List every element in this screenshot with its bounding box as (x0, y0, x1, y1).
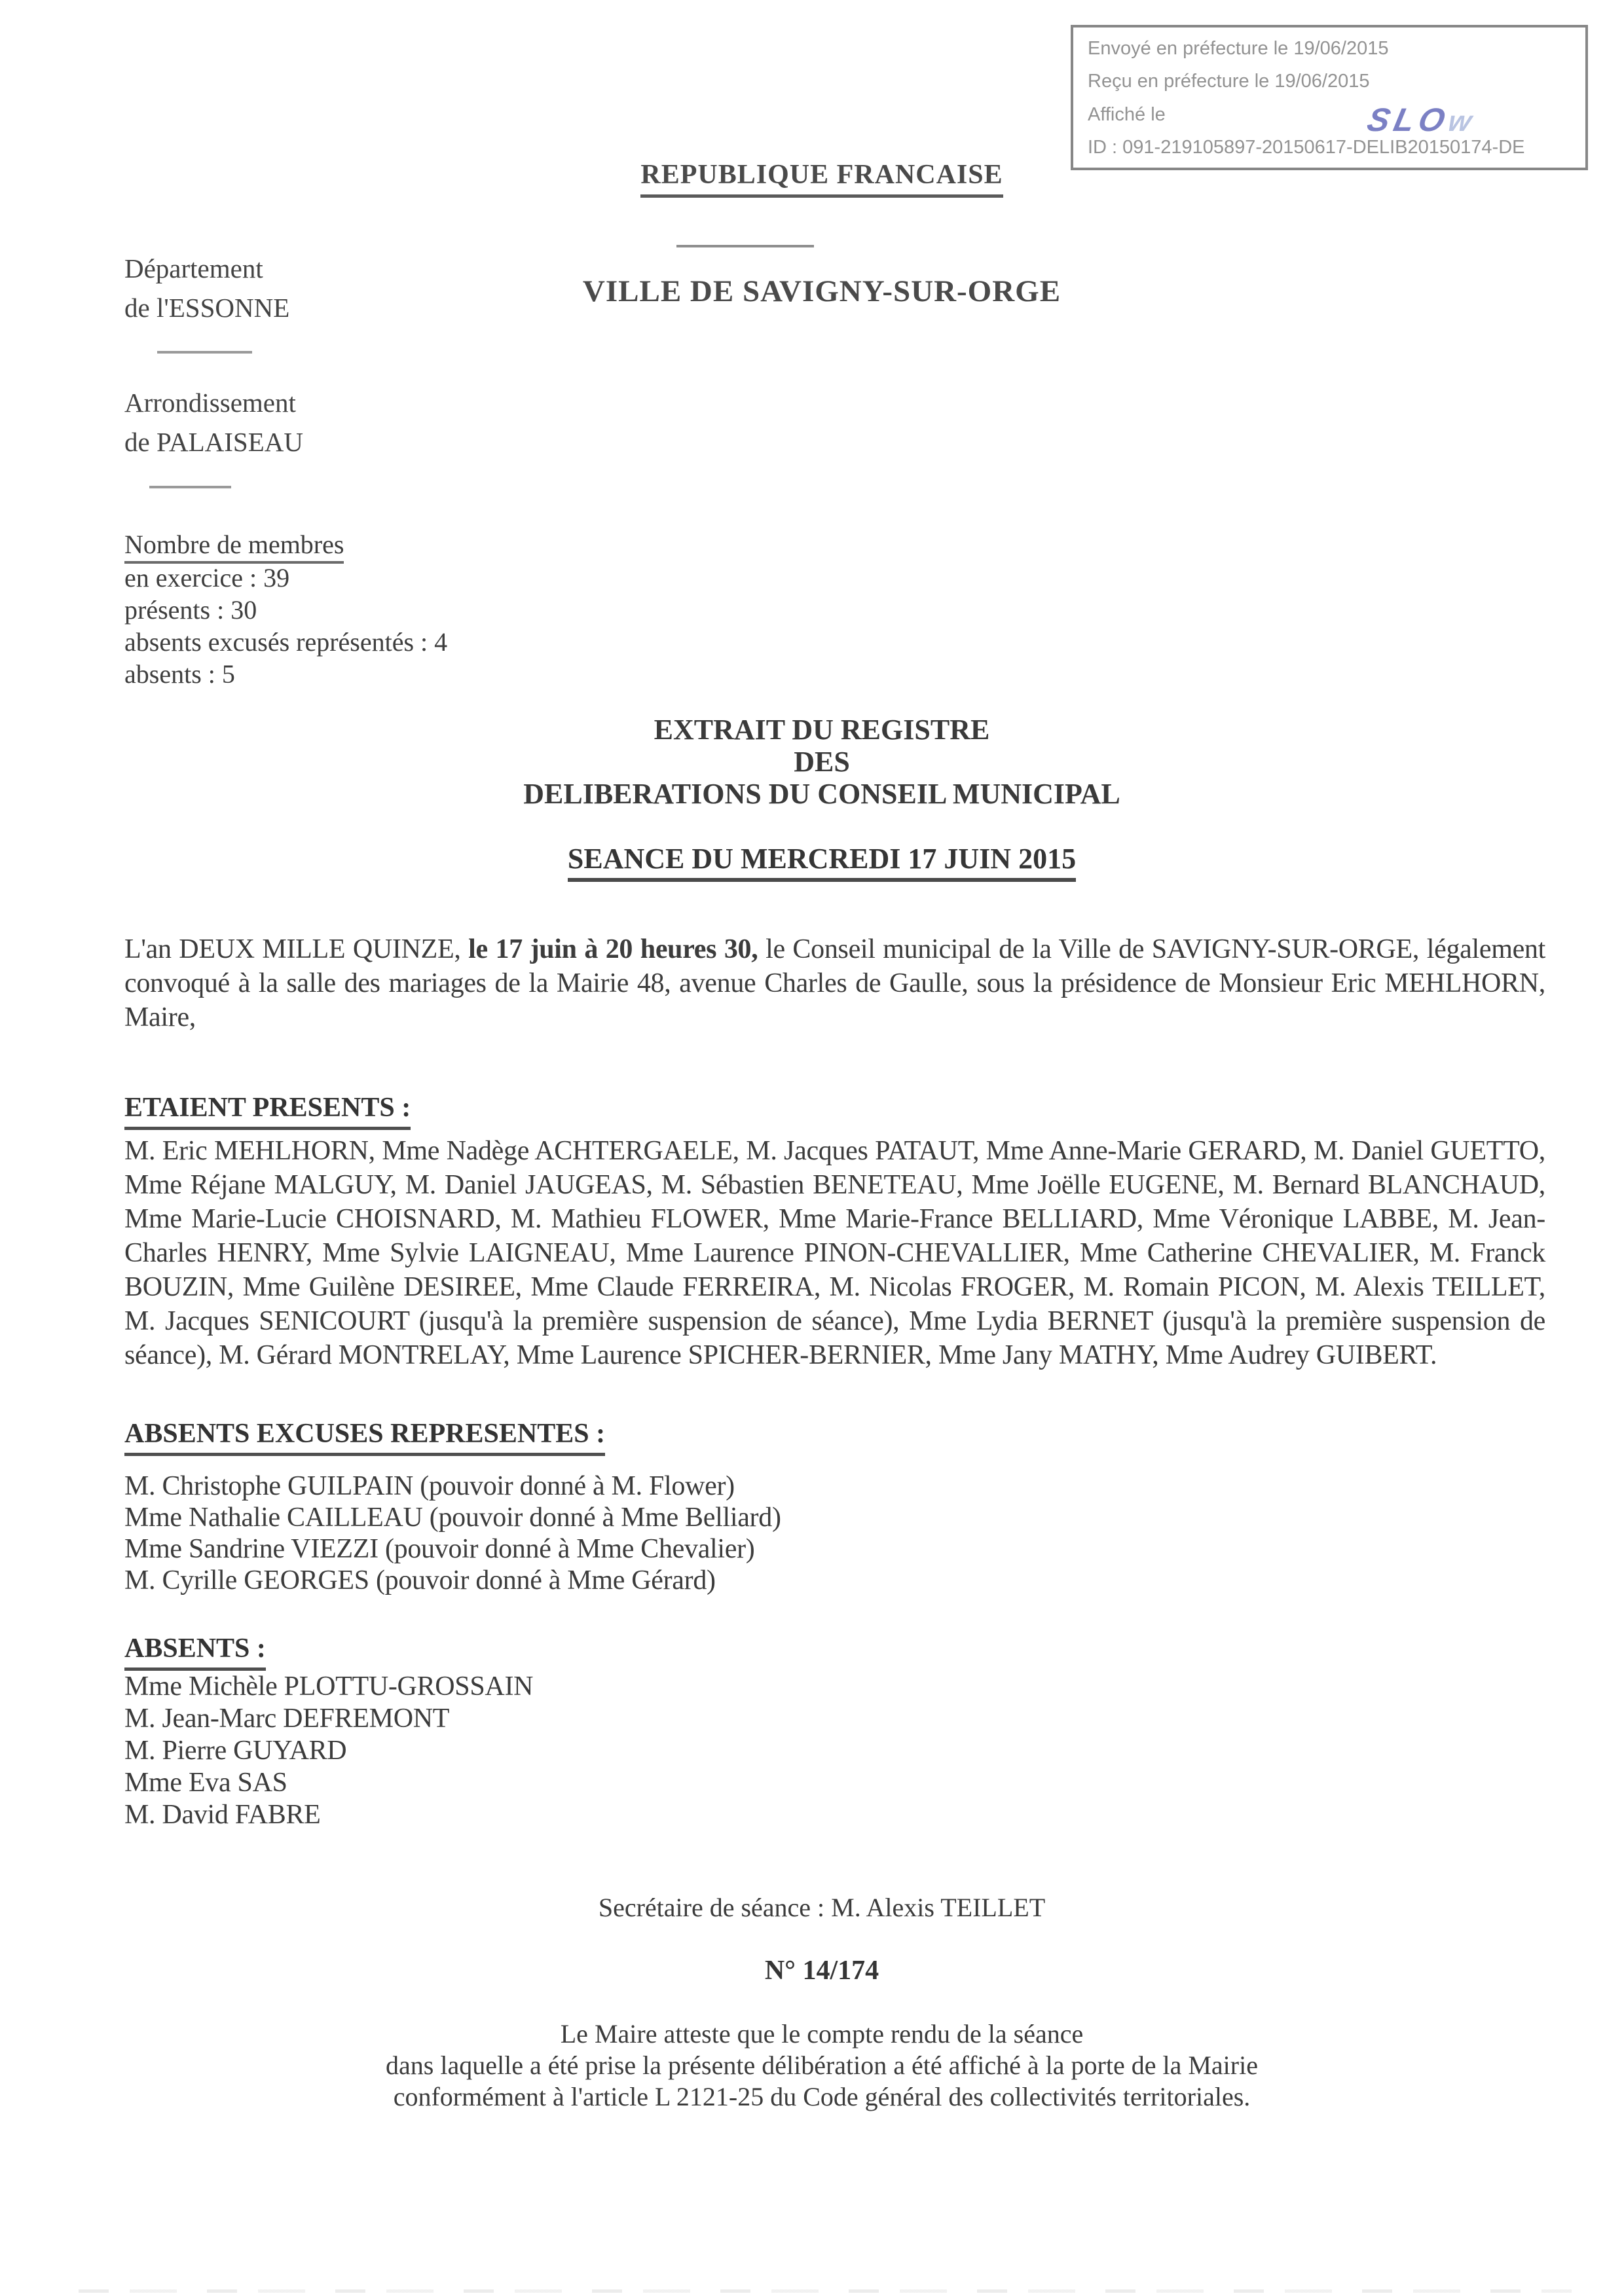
session-title: SEANCE DU MERCREDI 17 JUIN 2015 (92, 842, 1552, 875)
arrondissement-line1: Arrondissement (124, 388, 296, 418)
stamp-sent-line: Envoyé en préfecture le 19/06/2015 (1088, 38, 1389, 59)
city-title: VILLE DE SAVIGNY-SUR-ORGE (582, 274, 1061, 308)
members-count-block (124, 562, 447, 690)
intro-date-bold: le 17 juin à 20 heures 30, (468, 934, 758, 964)
title-separator-line (676, 245, 814, 247)
attestation-paragraph (92, 2018, 1552, 2113)
list-item: Mme Nathalie CAILLEAU (pouvoir donné à Mme Belliard) (124, 1503, 781, 1533)
list-item: M. Jean-Marc DEFREMONT (124, 1704, 450, 1734)
stamp-id-line: ID : 091-219105897-20150617-DELIB20150174-DE (1088, 136, 1525, 158)
members-row-absents-representes: absents excusés représentés : 4 (124, 627, 448, 657)
deliberation-number: N° 14/174 (764, 1956, 879, 1986)
attestation-line3: conformément à l'article L 2121-25 du Code général des collectivités territoriales. (393, 2082, 1251, 2111)
intro-suffix: le Conseil municipal de la Ville de SAVIGNY-SUR-ORGE, légalement convoqué à la salle des mariages de la Mairie 48, avenue Charles de Gaulle, sous la présidence de Monsieur Eric MEHLHORN, Maire, (124, 934, 1545, 1032)
absents-excuses-heading: ABSENTS EXCUSES REPRESENTES : (124, 1418, 605, 1449)
list-item: Mme Eva SAS (124, 1768, 287, 1798)
secretary-line: Secrétaire de séance : M. Alexis TEILLET (598, 1893, 1046, 1922)
arrondissement-separator-line (149, 486, 231, 488)
register-heading (92, 714, 1552, 810)
republic-title-text: REPUBLIQUE FRANCAISE (640, 160, 1003, 198)
attestation-line2: dans laquelle a été prise la présente délibération a été affiché à la porte de la Mairie (386, 2050, 1258, 2080)
list-item: M. Pierre GUYARD (124, 1736, 347, 1766)
arrondissement-line2: de PALAISEAU (124, 427, 303, 457)
republic-title (92, 159, 1552, 191)
department-separator-line (157, 351, 252, 354)
list-item: Mme Sandrine VIEZZI (pouvoir donné à Mme Chevalier) (124, 1534, 755, 1564)
register-line3: DELIBERATIONS DU CONSEIL MUNICIPAL (523, 778, 1120, 810)
list-item: Mme Michèle PLOTTU-GROSSAIN (124, 1671, 534, 1702)
prefecture-stamp-box (1071, 25, 1588, 170)
slow-logo-main: SLO (1364, 101, 1453, 138)
arrondissement-label (124, 383, 303, 462)
members-row-exercice: en exercice : 39 (124, 563, 290, 592)
intro-prefix: L'an DEUX MILLE QUINZE, (124, 934, 469, 964)
register-line1: EXTRAIT DU REGISTRE (654, 714, 990, 746)
department-line1: Département (124, 253, 263, 283)
department-label (124, 249, 289, 327)
stamp-posted-line: Affiché le (1088, 103, 1166, 125)
slow-logo-tail: w (1445, 105, 1475, 137)
attestation-line1: Le Maire atteste que le compte rendu de la séance (560, 2019, 1084, 2049)
absents-heading: ABSENTS : (124, 1633, 266, 1664)
slow-platform-logo (1365, 103, 1475, 136)
list-item: M. David FABRE (124, 1800, 321, 1830)
department-line2: de l'ESSONNE (124, 293, 290, 323)
members-row-absents: absents : 5 (124, 659, 235, 689)
list-item: M. Cyrille GEORGES (pouvoir donné à Mme Gérard) (124, 1565, 716, 1595)
members-count-title: Nombre de membres (124, 529, 344, 560)
session-intro-paragraph (124, 932, 1545, 1034)
members-row-presents: présents : 30 (124, 595, 257, 625)
scan-edge-artifact (79, 2289, 1572, 2293)
list-item: M. Christophe GUILPAIN (pouvoir donné à M. Flower) (124, 1471, 735, 1501)
presents-paragraph: M. Eric MEHLHORN, Mme Nadège ACHTERGAELE, M. Jacques PATAUT, Mme Anne-Marie GERARD, M. Daniel GUETTO, Mme Réjane MALGUY, M. Daniel JAUGEAS, M. Sébastien BENETEAU, Mme Joëlle EUGENE, M. Bernard BLANCHAUD, Mme Marie-Lucie CHOISNARD, M. Mathieu FLOWER, Mme Marie-France BELLIARD, Mme Véronique LABBE, M. Jean-Charles HENRY, Mme Sylvie LAIGNEAU, Mme Laurence PINON-CHEVALLIER, Mme Catherine CHEVALIER, M. Franck BOUZIN, Mme Guilène DESIREE, Mme Claude FERREIRA, M. Nicolas FROGER, M. Romain PICON, M. Alexis TEILLET, M. Jacques SENICOURT (jusqu'à la première suspension de séance), Mme Lydia BERNET (jusqu'à la première suspension de séance), M. Gérard MONTRELAY, Mme Laurence SPICHER-BERNIER, Mme Jany MATHY, Mme Audrey GUIBERT. (124, 1136, 1545, 1370)
absents-list (124, 1671, 533, 1831)
register-line2: DES (794, 746, 850, 778)
presents-heading: ETAIENT PRESENTS : (124, 1092, 411, 1123)
stamp-received-line: Reçu en préfecture le 19/06/2015 (1088, 71, 1370, 92)
absents-excuses-list (124, 1470, 781, 1596)
